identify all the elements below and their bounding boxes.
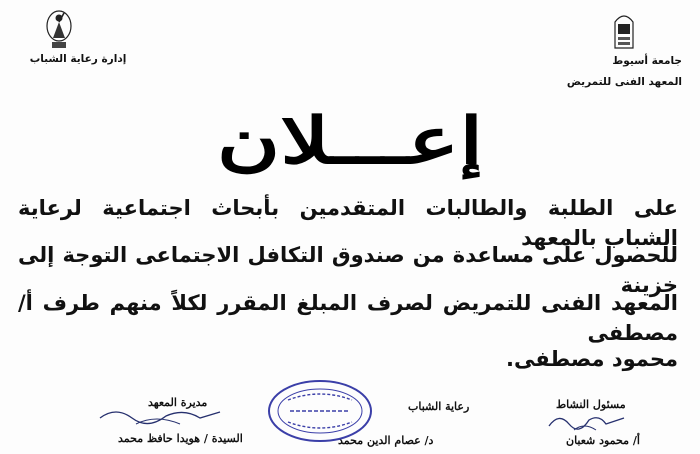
institute-name: المعهد الفنى للتمريض [566,76,682,88]
left-org-name: إدارة رعاية الشباب [29,53,127,65]
youth-welfare-title: رعاية الشباب [408,400,470,413]
director-signature [96,404,226,430]
body-line-4: محمود مصطفى. [506,347,678,371]
body-line-3: المعهد الفنى للتمريض لصرف المبلغ المقرر لكلاً منهم طرف أ/ مصطفى [18,291,678,345]
youth-welfare-logo [44,8,74,52]
activity-officer-title: مسئول النشاط [556,398,626,411]
university-name: جامعة أسيوط [612,55,682,67]
director-title: مديرة المعهد [148,396,208,409]
activity-officer-name: أ/ محمود شعبان [566,434,640,447]
assiut-university-logo [612,10,636,50]
page-title: إعـــلان [216,104,484,179]
official-stamp [266,378,374,444]
activity-officer-signature [544,408,634,434]
youth-welfare-name: د/ عصام الدين محمد [338,434,434,447]
body-line-2: للحصول على مساعدة من صندوق التكافل الاجتماعى التوجة إلى خزينة [18,243,678,297]
director-name: السيدة / هويدا حافظ محمد [118,432,243,445]
body-line-1: على الطلبة والطالبات المتقدمين بأبحاث اجتماعية لرعاية الشباب بالمعهد [18,196,678,250]
